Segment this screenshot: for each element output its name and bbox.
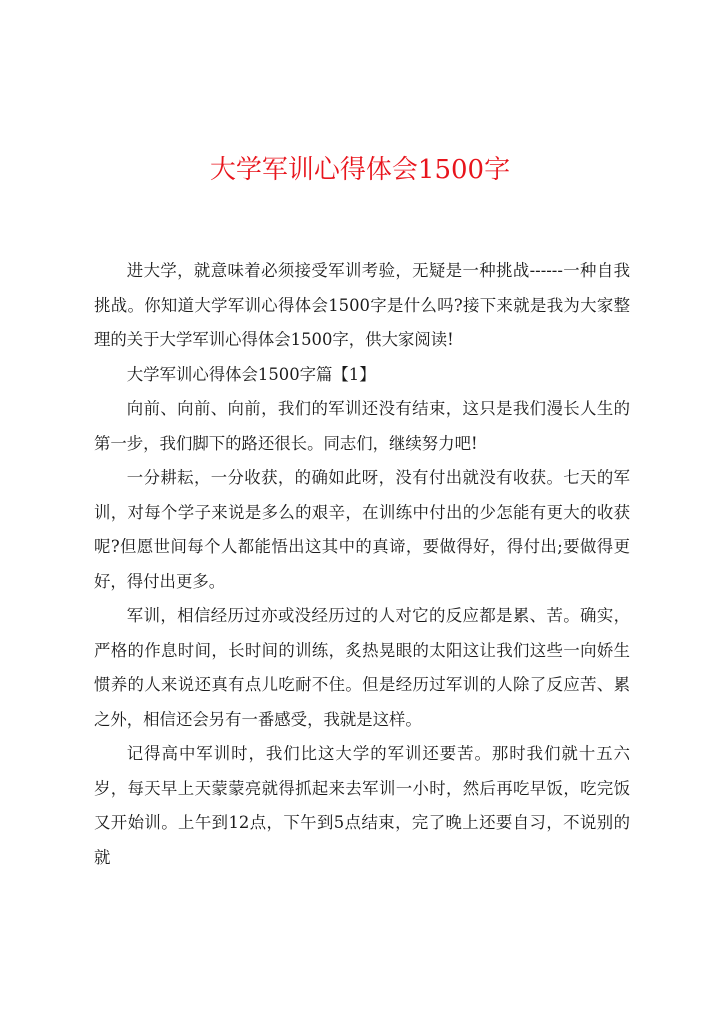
intro-paragraph: 进大学，就意味着必须接受军训考验，无疑是一种挑战------一种自我挑战。你知道大学军训心得体会1500字是什么吗?接下来就是我为大家整理的关于大学军训心得体会1500字，供大家阅读! (94, 261, 630, 349)
body-paragraph: 军训，相信经历过亦或没经历过的人对它的反应都是累、苦。确实，严格的作息时间，长时间的训练，炙热晃眼的太阳这让我们这些一向娇生惯养的人来说还真有点儿吃耐不住。但是经历过军训的人除了反应苦、累之外，相信还会另有一番感受，我就是这样。 (94, 606, 630, 729)
body-paragraph: 一分耕耘，一分收获，的确如此呀，没有付出就没有收获。七天的军训，对每个学子来说是多么的艰辛，在训练中付出的少怎能有更大的收获呢?但愿世间每个人都能悟出这其中的真谛，要做得好，得付出;要做得更好，得付出更多。 (94, 468, 630, 591)
body-paragraph: 向前、向前、向前，我们的军训还没有结束，这只是我们漫长人生的第一步，我们脚下的路还很长。同志们，继续努力吧! (94, 399, 630, 453)
section-heading: 大学军训心得体会1500字篇【1】 (126, 364, 376, 384)
page-title: 大学军训心得体会1500字 (209, 155, 511, 185)
document-body (94, 254, 630, 875)
body-paragraph: 记得高中军训时，我们比这大学的军训还要苦。那时我们就十五六岁，每天早上天蒙蒙亮就得抓起来去军训一小时，然后再吃早饭，吃完饭又开始训。上午到12点，下午到5点结束，完了晚上还要自习，不说别的就 (94, 744, 630, 867)
